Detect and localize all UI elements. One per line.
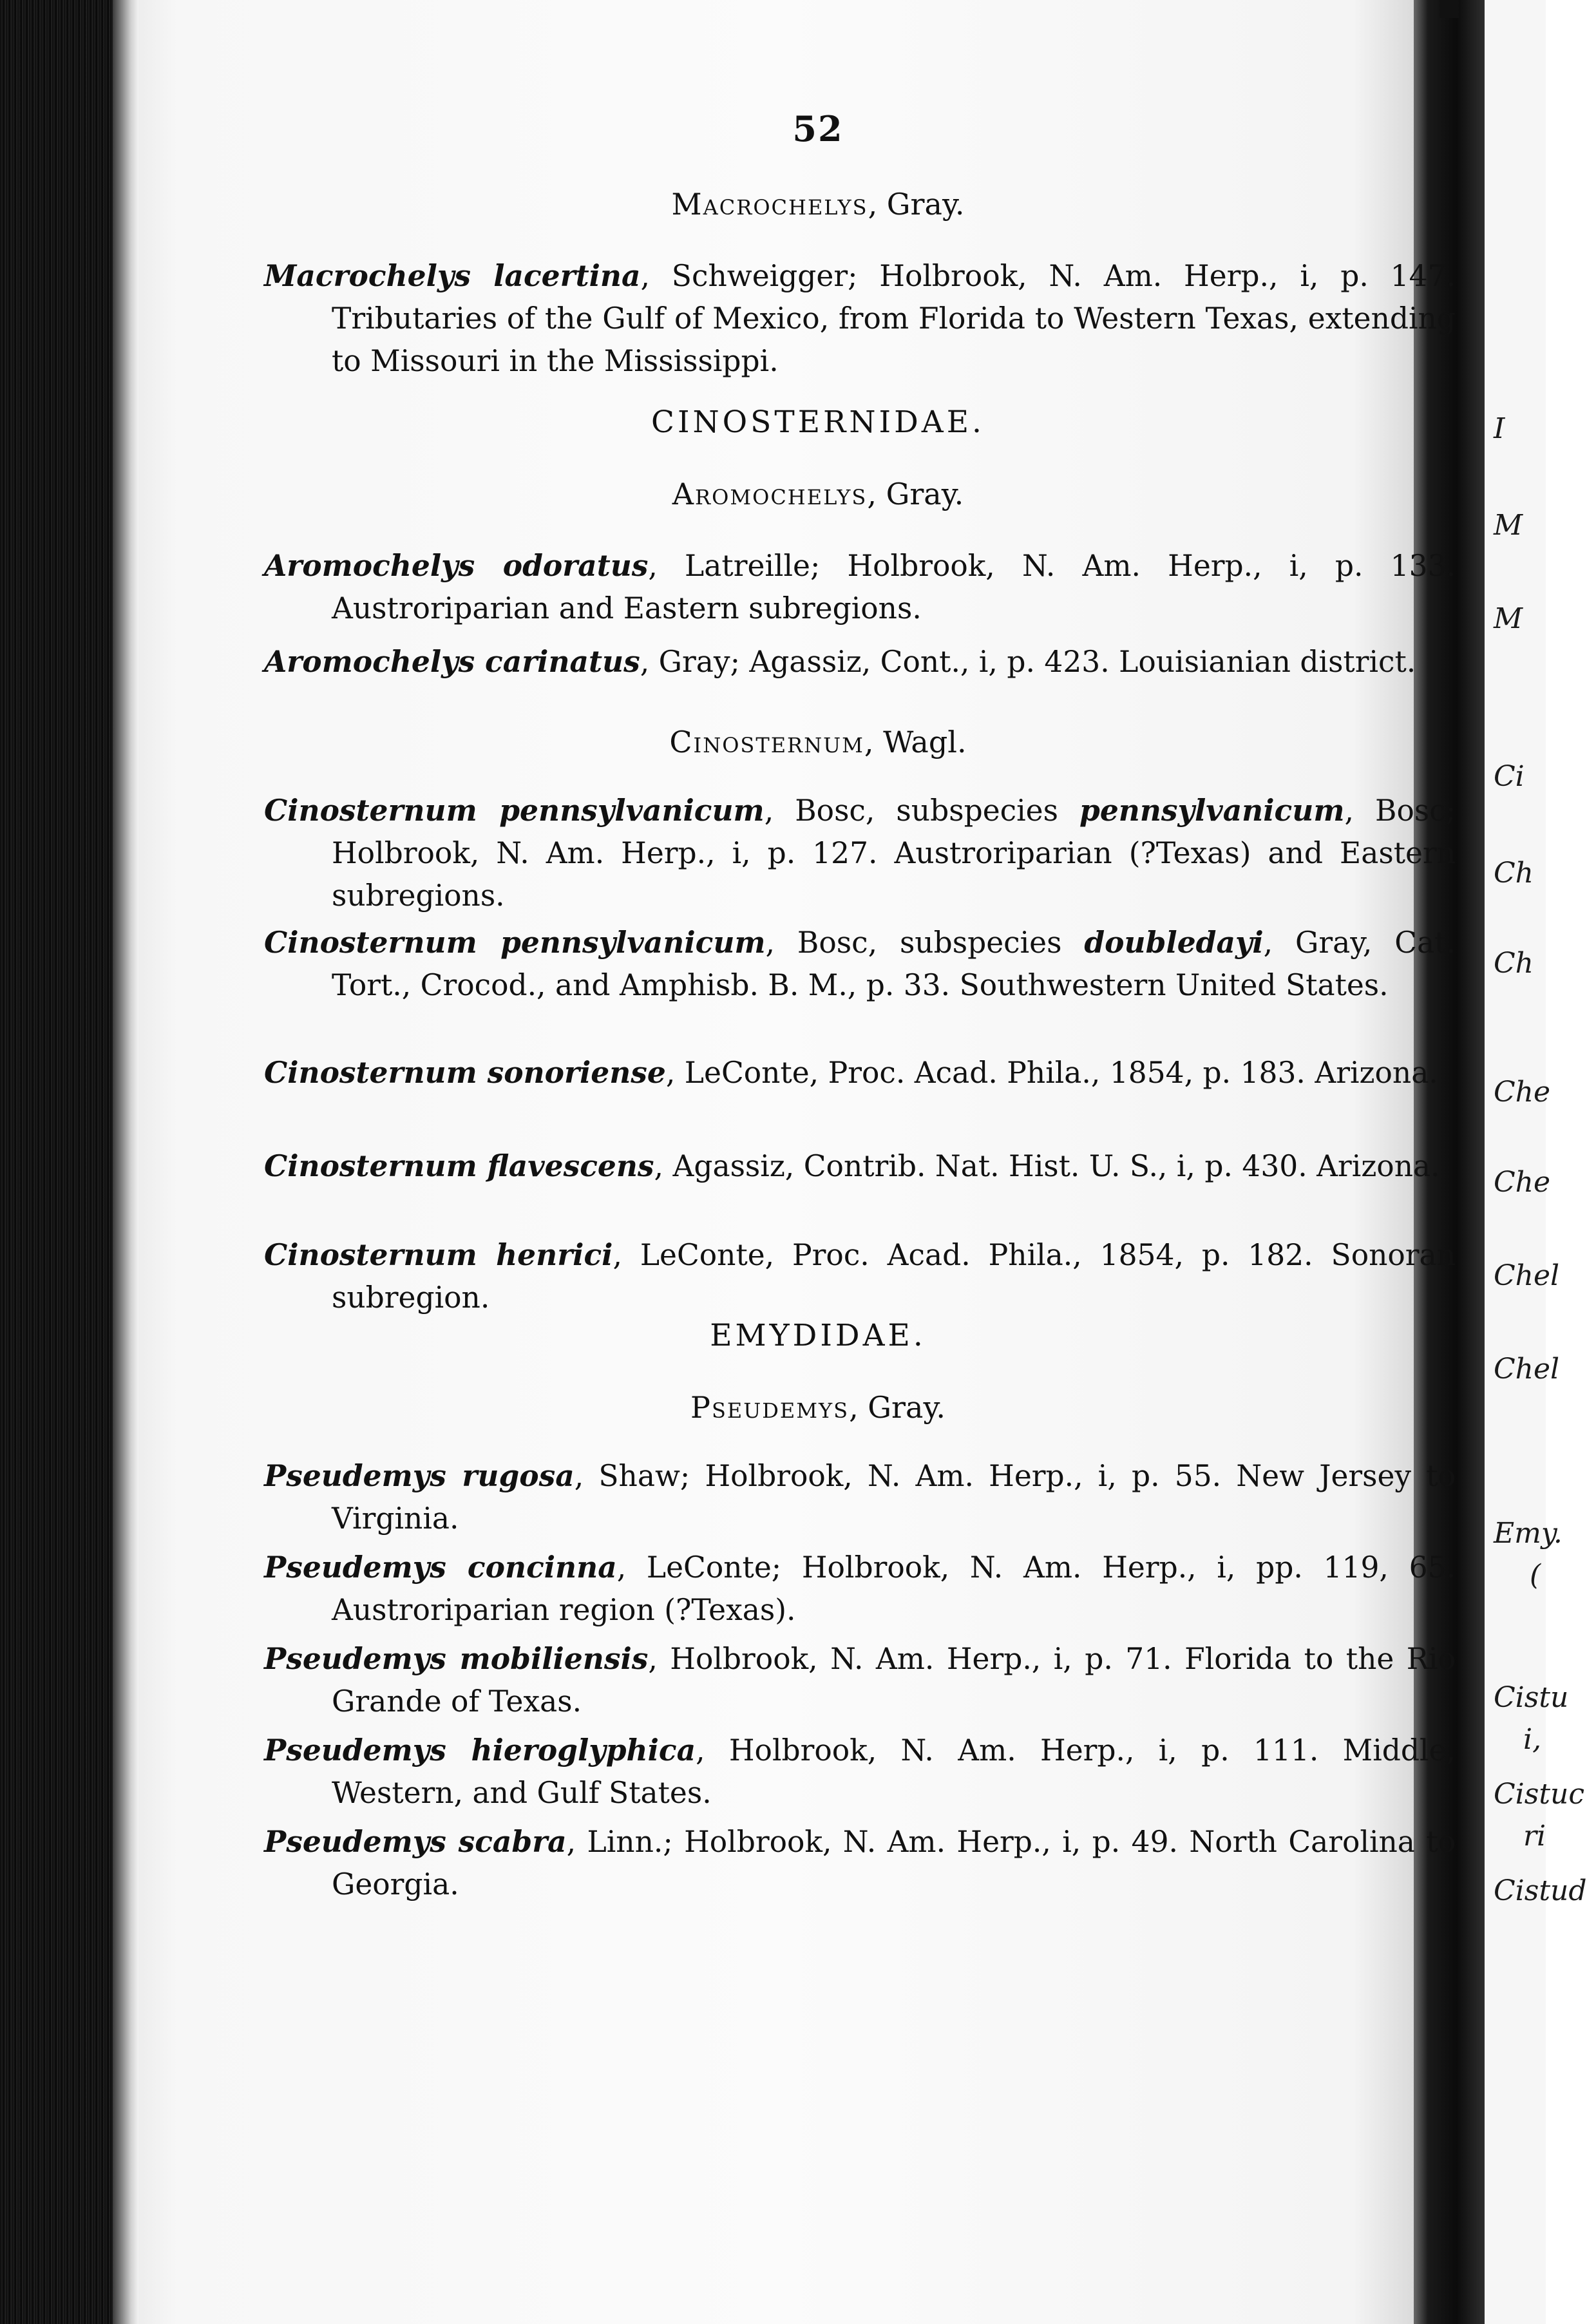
species-name: Pseudemys hieroglyphica [264, 1733, 696, 1767]
species-name: Cinosternum pennsylvanicum [264, 793, 765, 828]
species-text: , Bosc, subspecies [765, 926, 1085, 960]
family-heading: CINOSTERNIDAE. [651, 405, 985, 440]
species-name: Cinosternum pennsylvanicum [264, 925, 766, 960]
genus-author: , Wagl. [864, 725, 967, 759]
family-heading: EMYDIDAE. [710, 1318, 926, 1353]
next-page-fragment: Cistu [1494, 1681, 1569, 1714]
genus-name: Macrochelys [671, 187, 868, 222]
species-name: Pseudemys mobiliensis [264, 1641, 649, 1676]
genus-author: , Gray. [849, 1390, 946, 1425]
species-text: , LeConte; Holbrook, N. Am. Herp., i, pp. 119, 65. Austroriparian region (?Texas). [332, 1550, 1456, 1627]
species-text: , Linn.; Holbrook, N. Am. Herp., i, p. 49. North Carolina to Georgia. [332, 1825, 1456, 1901]
species-text: , Gray, Cat. Tort., Crocod., and Amphisb. B. M., p. 33. Southwestern United States. [332, 926, 1456, 1002]
next-page-fragment: i, [1523, 1723, 1542, 1756]
next-page-fragment: Cistuc [1494, 1778, 1584, 1811]
next-page-fragment: ( [1530, 1559, 1541, 1592]
species-name: Macrochelys lacertina [264, 258, 641, 293]
species-entry [264, 1637, 1456, 1723]
genus-name: Pseudemys [690, 1390, 850, 1425]
species-text: , Latreille; Holbrook, N. Am. Herp., i, p. 133. Austroriparian and Eastern subregions. [332, 549, 1456, 625]
species-name: Cinosternum henrici [264, 1237, 613, 1272]
genus-heading [193, 187, 1443, 222]
scan-mark [1440, 0, 1459, 18]
species-text: , Bosc; Holbrook, N. Am. Herp., i, p. 127. Austroriparian (?Texas) and Eastern subregions. [332, 794, 1456, 913]
species-text: , Bosc, subspecies [764, 794, 1079, 828]
species-entry [264, 1454, 1456, 1540]
next-page-fragment: Chel [1494, 1353, 1560, 1386]
species-entry [264, 1546, 1456, 1632]
species-text: , Holbrook, N. Am. Herp., i, p. 111. Middle, Western, and Gulf States. [332, 1733, 1456, 1810]
next-page-fragment: Ch [1494, 947, 1534, 980]
species-entry [264, 254, 1456, 383]
species-entry [264, 1145, 1456, 1188]
species-entry [264, 921, 1456, 1007]
next-page-fragment: I [1494, 412, 1505, 445]
species-text: , Holbrook, N. Am. Herp., i, p. 71. Florida to the Rio Grande of Texas. [332, 1642, 1456, 1719]
next-page-fragment: ri [1523, 1820, 1546, 1853]
species-name: Aromochelys odoratus [264, 548, 649, 583]
species-name: Pseudemys rugosa [264, 1458, 575, 1493]
next-page-fragment: Che [1494, 1166, 1551, 1199]
next-page-fragment: M [1494, 602, 1523, 635]
next-page-fragment: Emy. [1494, 1517, 1563, 1550]
genus-heading [193, 1390, 1443, 1425]
subspecies-name: doubledayi [1084, 925, 1264, 960]
next-page-fragment: Ch [1494, 857, 1534, 890]
book-edge-shadow [113, 0, 138, 2324]
species-name: Cinosternum sonoriense [264, 1055, 666, 1090]
species-text: , Shaw; Holbrook, N. Am. Herp., i, p. 55. New Jersey to Virginia. [332, 1459, 1456, 1536]
species-text: , LeConte, Proc. Acad. Phila., 1854, p. 183. Arizona. [665, 1056, 1438, 1090]
next-page-fragment: M [1494, 509, 1523, 542]
next-page-fragment: Che [1494, 1076, 1551, 1109]
species-text: , Schweigger; Holbrook, N. Am. Herp., i, p. 147. Tributaries of the Gulf of Mexico, from Florida to Western Texas, extending to Missouri in the Mississippi. [332, 259, 1456, 378]
next-page-fragment: Chel [1494, 1259, 1560, 1292]
species-text: , Gray; Agassiz, Cont., i, p. 423. Louisianian district. [640, 645, 1416, 679]
species-name: Aromochelys carinatus [264, 644, 640, 679]
genus-name: Aromochelys [672, 477, 868, 511]
next-page-strip [1485, 0, 1587, 2324]
species-name: Pseudemys scabra [264, 1824, 567, 1859]
species-entry [264, 1233, 1456, 1319]
species-text: , Agassiz, Contrib. Nat. Hist. U. S., i, p. 430. Arizona. [654, 1149, 1440, 1183]
species-entry [264, 1820, 1456, 1906]
next-page-fragment: Ci [1494, 760, 1525, 793]
subspecies-name: pennsylvanicum [1079, 793, 1345, 828]
species-entry [264, 640, 1456, 683]
species-entry [264, 789, 1456, 917]
genus-author: , Gray. [867, 477, 964, 511]
genus-name: Cinosternum [669, 725, 864, 759]
page-number: 52 [792, 108, 844, 149]
genus-author: , Gray. [868, 187, 965, 222]
species-entry [264, 1051, 1456, 1094]
species-entry [264, 544, 1456, 630]
genus-heading [193, 477, 1443, 511]
species-entry [264, 1729, 1456, 1814]
species-name: Cinosternum flavescens [264, 1148, 654, 1183]
species-name: Pseudemys concinna [264, 1550, 617, 1585]
genus-heading [193, 725, 1443, 759]
next-page-fragment: Cistud [1494, 1874, 1587, 1907]
species-text: , LeConte, Proc. Acad. Phila., 1854, p. 182. Sonoran subregion. [332, 1238, 1456, 1315]
